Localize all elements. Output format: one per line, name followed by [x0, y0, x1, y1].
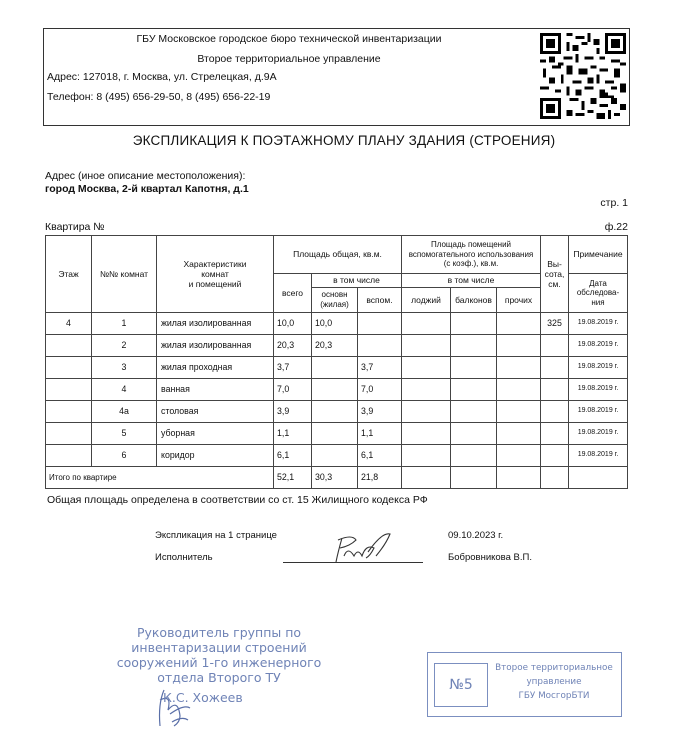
cell-balcony [451, 423, 497, 445]
cell-total: 20,3 [274, 335, 312, 357]
cell-main [312, 423, 358, 445]
cell-floor [46, 401, 92, 423]
org-address: Адрес: 127018, г. Москва, ул. Стрелецкая, д.9А [47, 71, 277, 83]
table-row [46, 423, 628, 445]
stamp-text-line-1: Второе территориальное [495, 663, 613, 673]
header-characteristics: Характеристики комнат и помещений [157, 236, 274, 313]
cell-loggia [402, 357, 451, 379]
total-loggia [402, 467, 451, 489]
header-aux-area: Площадь помещений вспомогательного использования (с коэф.), кв.м. [402, 236, 541, 274]
org-phone: Телефон: 8 (495) 656-29-50, 8 (495) 656-22-19 [47, 91, 271, 103]
department-stamp [427, 652, 622, 717]
cell-balcony [451, 445, 497, 467]
cell-main: 20,3 [312, 335, 358, 357]
cell-room: 2 [92, 335, 157, 357]
cell-loggia [402, 335, 451, 357]
total-date [569, 467, 628, 489]
apartment-label: Квартира № [45, 221, 105, 233]
cell-height: 325 [541, 313, 569, 335]
cell-balcony [451, 313, 497, 335]
table-row [46, 379, 628, 401]
org-name: ГБУ Московское городское бюро технической инвентаризации [136, 33, 442, 45]
total-aux: 21,8 [358, 467, 402, 489]
cell-floor: 4 [46, 313, 92, 335]
total-height [541, 467, 569, 489]
header-survey-date: Дата обследова- ния [569, 274, 628, 313]
cell-loggia [402, 379, 451, 401]
cell-balcony [451, 379, 497, 401]
address-label: Адрес (иное описание местоположения): [45, 170, 246, 182]
cell-loggia [402, 401, 451, 423]
cell-main: 10,0 [312, 313, 358, 335]
cell-height [541, 401, 569, 423]
cell-total: 6,1 [274, 445, 312, 467]
signature-icon [330, 530, 400, 568]
total-other [497, 467, 541, 489]
cell-other [497, 313, 541, 335]
cell-date: 19.08.2019 г. [569, 401, 628, 423]
cell-aux [358, 335, 402, 357]
pages-text: Экспликация на 1 странице [155, 530, 277, 541]
header-height: Вы- сота, см. [541, 236, 569, 313]
cell-floor [46, 445, 92, 467]
stamp-text-line-2: управление [526, 677, 582, 687]
manager-name: К.С. Хожеев [163, 690, 243, 705]
cell-floor [46, 379, 92, 401]
total-balcony [451, 467, 497, 489]
cell-desc: коридор [157, 445, 274, 467]
header-area-total: Площадь общая, кв.м. [274, 236, 402, 274]
total-label: Итого по квартире [46, 467, 274, 489]
table-row [46, 445, 628, 467]
cell-height [541, 335, 569, 357]
area-note: Общая площадь определена в соответствии со ст. 15 Жилищного кодекса РФ [47, 494, 428, 506]
cell-aux: 1,1 [358, 423, 402, 445]
cell-aux: 6,1 [358, 445, 402, 467]
header-including-aux: в том числе [402, 274, 541, 288]
cell-main [312, 379, 358, 401]
cell-desc: ванная [157, 379, 274, 401]
cell-other [497, 401, 541, 423]
total-area: 52,1 [274, 467, 312, 489]
cell-floor [46, 335, 92, 357]
table-row [46, 357, 628, 379]
cell-date: 19.08.2019 г. [569, 313, 628, 335]
page-title: ЭКСПЛИКАЦИЯ К ПОЭТАЖНОМУ ПЛАНУ ЗДАНИЯ (СТРОЕНИЯ) [132, 133, 556, 148]
stamp-line-4: отдела Второго ТУ [157, 670, 281, 685]
header-balcony: балконов [451, 288, 497, 313]
page-number: стр. 1 [600, 197, 628, 209]
cell-date: 19.08.2019 г. [569, 445, 628, 467]
table-row [46, 313, 628, 335]
cell-total: 3,7 [274, 357, 312, 379]
cell-aux: 7,0 [358, 379, 402, 401]
cell-loggia [402, 445, 451, 467]
cell-room: 3 [92, 357, 157, 379]
cell-date: 19.08.2019 г. [569, 423, 628, 445]
cell-total: 1,1 [274, 423, 312, 445]
cell-date: 19.08.2019 г. [569, 335, 628, 357]
address-value: город Москва, 2-й квартал Капотня, д.1 [45, 183, 249, 195]
cell-height [541, 357, 569, 379]
cell-main [312, 445, 358, 467]
cell-floor [46, 357, 92, 379]
stamp-number: №5 [434, 663, 488, 707]
cell-desc: столовая [157, 401, 274, 423]
form-code: ф.22 [604, 221, 628, 233]
header-box [43, 28, 630, 126]
cell-main [312, 357, 358, 379]
cell-aux: 3,9 [358, 401, 402, 423]
cell-room: 1 [92, 313, 157, 335]
cell-total: 3,9 [274, 401, 312, 423]
cell-loggia [402, 423, 451, 445]
cell-floor [46, 423, 92, 445]
cell-other [497, 335, 541, 357]
cell-room: 5 [92, 423, 157, 445]
cell-desc: уборная [157, 423, 274, 445]
cell-other [497, 379, 541, 401]
header-main: основн (жилая) [312, 288, 358, 313]
cell-room: 6 [92, 445, 157, 467]
header-note: Примечание [569, 236, 628, 274]
cell-desc: жилая изолированная [157, 335, 274, 357]
header-total: всего [274, 274, 312, 313]
cell-total: 10,0 [274, 313, 312, 335]
cell-height [541, 445, 569, 467]
cell-other [497, 357, 541, 379]
header-loggia: лоджий [402, 288, 451, 313]
cell-loggia [402, 313, 451, 335]
explication-table [45, 235, 628, 489]
cell-balcony [451, 401, 497, 423]
header-rooms: №№ комнат [92, 236, 157, 313]
header-aux: вспом. [358, 288, 402, 313]
cell-balcony [451, 335, 497, 357]
table-row [46, 401, 628, 423]
cell-other [497, 445, 541, 467]
cell-main [312, 401, 358, 423]
executor-name: Бобровникова В.П. [448, 552, 532, 563]
cell-other [497, 423, 541, 445]
cell-date: 19.08.2019 г. [569, 357, 628, 379]
cell-date: 19.08.2019 г. [569, 379, 628, 401]
manager-stamp [90, 625, 348, 685]
stamp-text [490, 661, 618, 703]
cell-room: 4а [92, 401, 157, 423]
cell-desc: жилая проходная [157, 357, 274, 379]
cell-height [541, 423, 569, 445]
cell-aux [358, 313, 402, 335]
cell-aux: 3,7 [358, 357, 402, 379]
cell-room: 4 [92, 379, 157, 401]
cell-total: 7,0 [274, 379, 312, 401]
qr-code-icon [540, 33, 626, 119]
dept-name: Второе территориальное управление [197, 53, 381, 65]
cell-balcony [451, 357, 497, 379]
header-floor: Этаж [46, 236, 92, 313]
signature-date: 09.10.2023 г. [448, 530, 504, 541]
executor-label: Исполнитель [155, 552, 213, 563]
header-including: в том числе [312, 274, 402, 288]
stamp-line-1: Руководитель группы по [136, 625, 302, 640]
stamp-line-3: сооружений 1-го инженерного [116, 655, 322, 670]
cell-height [541, 379, 569, 401]
table-row [46, 335, 628, 357]
total-row [46, 467, 628, 489]
header-other: прочих [497, 288, 541, 313]
total-main: 30,3 [312, 467, 358, 489]
stamp-line-2: инвентаризации строений [131, 640, 307, 655]
cell-desc: жилая изолированная [157, 313, 274, 335]
stamp-text-line-3: ГБУ МосгорБТИ [518, 691, 590, 701]
